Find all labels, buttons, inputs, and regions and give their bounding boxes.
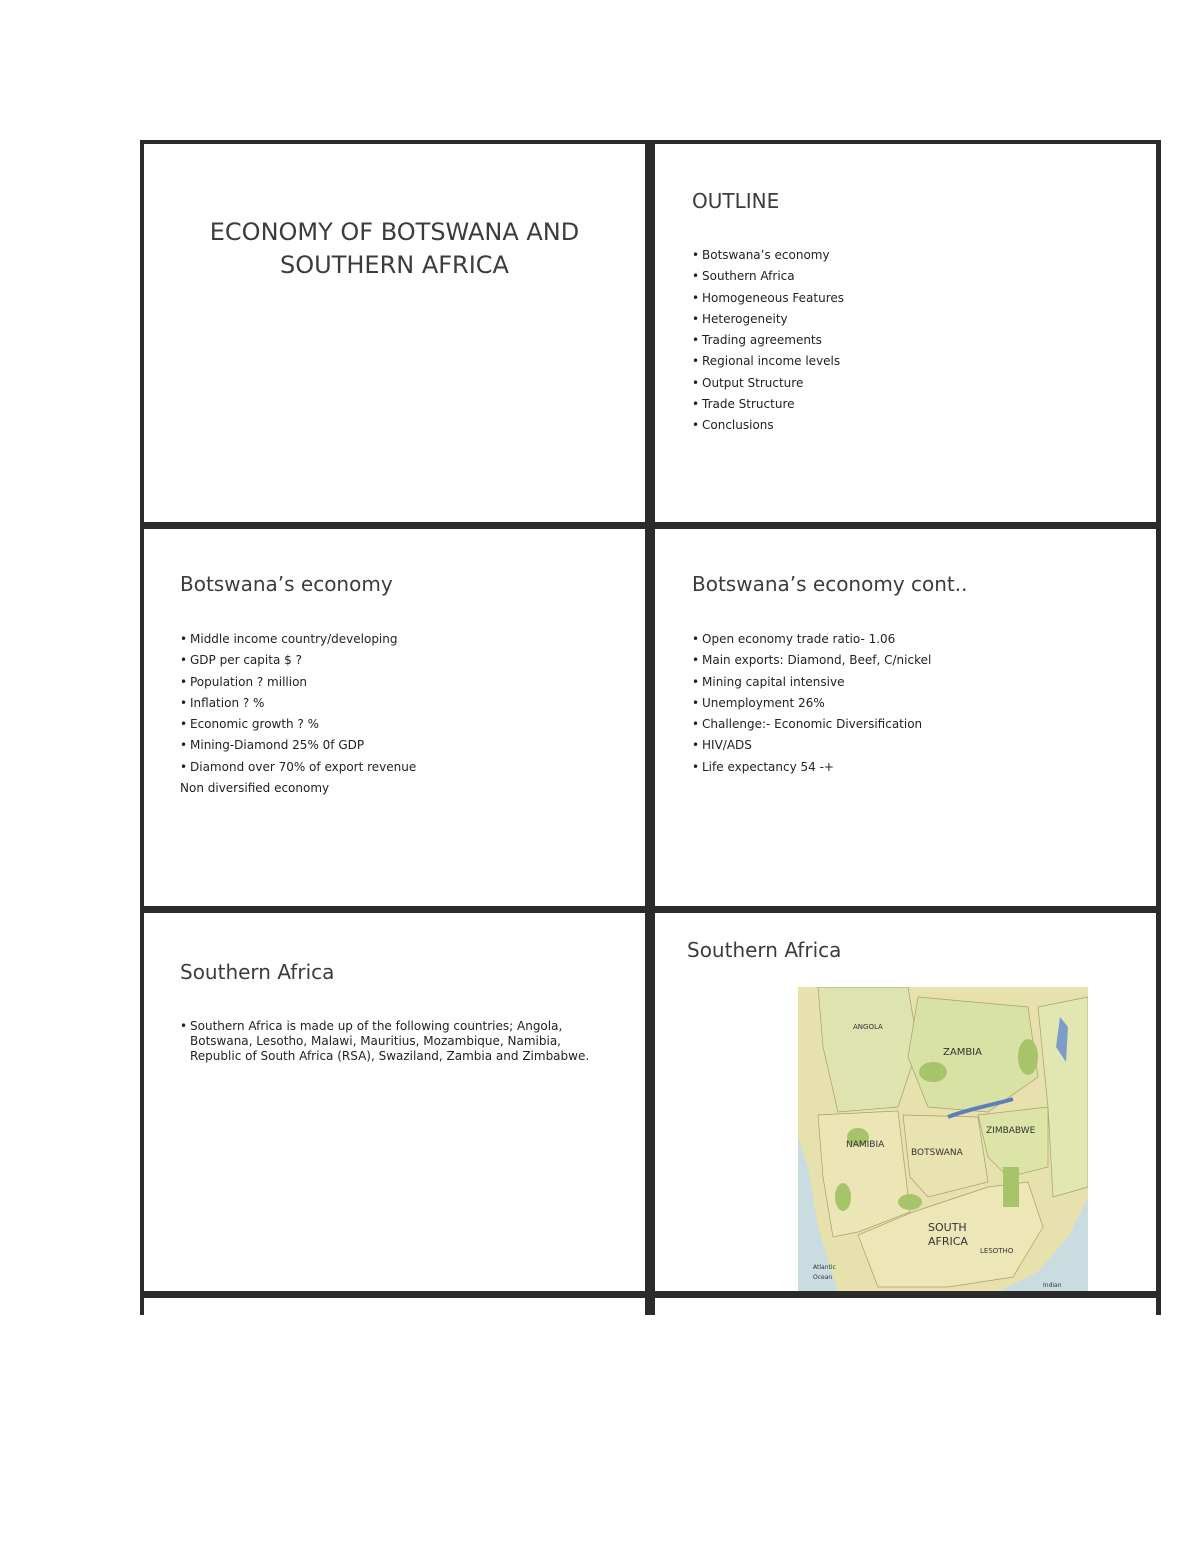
label-namibia: NAMIBIA	[846, 1140, 885, 1150]
park-luangwa	[1018, 1039, 1038, 1075]
row-divider-1	[140, 522, 1161, 529]
slide-title-southern-africa: Southern Africa	[180, 960, 335, 984]
list-note: Non diversified economy	[180, 781, 330, 796]
outer-border-right	[1156, 140, 1161, 1315]
slide-southern-africa-map	[655, 913, 1156, 1291]
list-item: • Mining capital intensive	[692, 674, 845, 689]
label-lesotho: LESOTHO	[980, 1247, 1014, 1255]
slide-southern-africa-text	[144, 913, 645, 1291]
row-divider-2	[140, 906, 1161, 913]
label-angola: ANGOLA	[853, 1023, 883, 1031]
slide-title	[144, 144, 645, 522]
list-item: • Unemployment 26%	[692, 695, 825, 710]
park-kruger	[1003, 1167, 1019, 1207]
list-item: • Regional income levels	[692, 354, 841, 369]
slide-botswana-economy	[144, 529, 645, 906]
list-item: • Conclusions	[692, 418, 774, 433]
botswana-economy-cont-list	[692, 629, 931, 778]
paragraph-line-3: Republic of South Africa (RSA), Swaziland, Zambia and Zimbabwe.	[190, 1049, 590, 1063]
list-item: • Challenge:- Economic Diversification	[692, 717, 923, 732]
title-line-2: SOUTHERN AFRICA	[280, 251, 509, 279]
label-africa: AFRICA	[928, 1235, 968, 1248]
label-south: SOUTH	[928, 1221, 967, 1234]
list-item: • Trade Structure	[692, 397, 795, 412]
list-item: • Homogeneous Features	[692, 290, 844, 305]
slide-outline	[655, 144, 1156, 522]
list-item: • Mining-Diamond 25% 0f GDP	[180, 738, 365, 753]
list-item: • Output Structure	[692, 375, 804, 390]
slide-title-botswana-economy-cont: Botswana’s economy cont..	[692, 572, 968, 596]
label-zimbabwe: ZIMBABWE	[986, 1126, 1036, 1136]
list-item: • Main exports: Diamond, Beef, C/nickel	[692, 653, 932, 668]
slide-title-southern-africa-map: Southern Africa	[687, 938, 842, 962]
paragraph-line-2: Botswana, Lesotho, Malawi, Mauritius, Mozambique, Namibia,	[190, 1034, 561, 1048]
list-item: • Diamond over 70% of export revenue	[180, 759, 417, 774]
slide-title-botswana-economy: Botswana’s economy	[180, 572, 393, 596]
list-item: • Economic growth ? %	[180, 717, 320, 732]
botswana-economy-list	[180, 629, 416, 799]
presentation-title	[144, 216, 645, 282]
label-zambia: ZAMBIA	[943, 1047, 982, 1058]
label-atlantic: Atlantic	[813, 1264, 836, 1271]
park-kgalagadi	[898, 1194, 922, 1210]
row-divider-3	[140, 1291, 1161, 1298]
list-item: • Middle income country/developing	[180, 632, 398, 646]
list-item: • Trading agreements	[692, 333, 822, 348]
label-ocean: Ocean	[813, 1274, 833, 1281]
southern-africa-map	[798, 987, 1088, 1291]
column-divider	[645, 140, 655, 1315]
title-line-1: ECONOMY OF BOTSWANA AND	[209, 218, 580, 246]
list-item: • Open economy trade ratio- 1.06	[692, 632, 896, 646]
handout-sheet	[140, 140, 1162, 1315]
slide-botswana-economy-cont	[655, 529, 1156, 906]
park-kafue	[919, 1062, 947, 1082]
list-item: • Inflation ? %	[180, 695, 265, 710]
list-item: • Population ? million	[180, 674, 308, 689]
label-botswana: BOTSWANA	[911, 1148, 963, 1158]
paragraph-line-1: • Southern Africa is made up of the following countries; Angola,	[180, 1019, 563, 1033]
label-indian: Indian	[1043, 1282, 1062, 1289]
list-item: • Botswana’s economy	[692, 248, 830, 262]
list-item: • Heterogeneity	[692, 311, 788, 326]
outline-list	[692, 245, 844, 437]
list-item: • HIV/ADS	[692, 738, 752, 753]
park-namib	[835, 1183, 851, 1211]
map-graphic	[798, 987, 1088, 1291]
southern-africa-paragraph	[180, 1019, 589, 1064]
list-item: • Life expectancy 54 -+	[692, 759, 834, 774]
list-item: • Southern Africa	[692, 269, 795, 284]
slide-title-outline: OUTLINE	[692, 189, 780, 213]
list-item: • GDP per capita $ ?	[180, 653, 302, 668]
